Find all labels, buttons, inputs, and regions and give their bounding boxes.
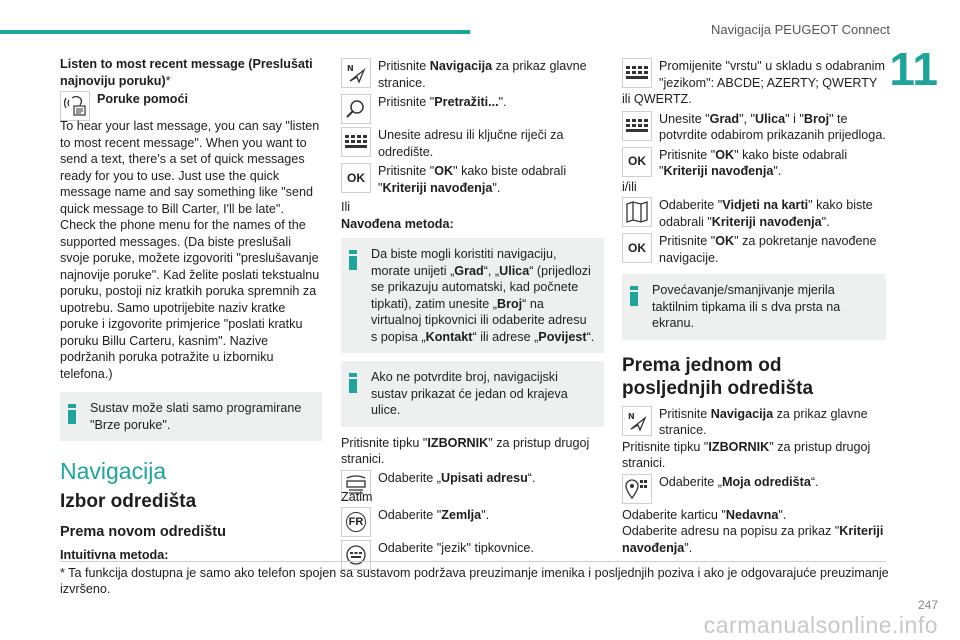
svg-text:N: N bbox=[347, 64, 354, 73]
step-row: Promijenite "vrstu" u skladu s odabranim "jezikom": ABCDE; AZERTY; QWERTY ili QWERTZ. bbox=[622, 59, 885, 106]
country-icon: FR bbox=[341, 507, 371, 537]
step-row: Odaberite „Moja odredišta“. bbox=[622, 474, 886, 504]
page-number: 247 bbox=[917, 598, 938, 612]
keyboard-icon bbox=[341, 127, 371, 157]
step-row: Odaberite "Vidjeti na karti" kako biste odabrali "Kriteriji navođenja". bbox=[622, 197, 886, 230]
info-note-text: Sustav može slati samo programirane "Brze poruke". bbox=[90, 401, 302, 432]
sub-title: Izbor odredišta bbox=[60, 490, 197, 512]
watermark: carmanualsonline.info bbox=[703, 612, 938, 638]
info-icon bbox=[630, 286, 652, 306]
recent-destinations-heading: Prema jednom od posljednjih odredišta bbox=[622, 354, 814, 399]
destinations-icon bbox=[622, 474, 652, 504]
menu-instruction: Pritisnite tipku "IZBORNIK" za pristup drugoj stranici. bbox=[622, 439, 871, 470]
step-row: Pritisnite "Pretražiti...". bbox=[341, 94, 604, 124]
info-icon bbox=[349, 373, 371, 393]
step-row: OK Pritisnite "OK" kako biste odabrali "Kriteriji navođenja". bbox=[341, 163, 604, 196]
sub-sub-title: Prema novom odredištu bbox=[60, 524, 226, 540]
step-row: OK Pritisnite "OK" za pokretanje navođene navigacije. bbox=[622, 233, 886, 266]
iili-label: i/ili bbox=[622, 179, 637, 194]
column-1 bbox=[60, 56, 322, 563]
search-icon bbox=[341, 94, 371, 124]
navigation-icon bbox=[622, 406, 652, 436]
step-row: Odaberite „Upisati adresu“. bbox=[341, 470, 604, 500]
menu-instruction: Pritisnite tipku "IZBORNIK" za pristup drugoj stranici. bbox=[341, 435, 590, 466]
keyboard-icon bbox=[622, 58, 652, 88]
footnote: * Ta funkcija dostupna je samo ako telefon spojen sa sustavom podržava preuzimanje imenika i posljednjih poziva i ako je odgovarajuće preuzimanje izvršeno. bbox=[60, 566, 889, 596]
select-address-instruction: Odaberite adresu na popisu za prikaz "Kriteriji navođenja". bbox=[622, 524, 884, 555]
map-icon bbox=[622, 197, 652, 227]
recent-tab-instruction: Odaberite karticu "Nedavna". bbox=[622, 507, 787, 522]
info-note: Ako ne potvrdite broj, navigacijski sustav prikazat će jedan od krajeva ulice. bbox=[341, 361, 604, 427]
info-icon bbox=[349, 250, 371, 270]
column-3 bbox=[622, 56, 886, 556]
keyboard-icon bbox=[622, 111, 652, 141]
ok-icon: OK bbox=[622, 147, 652, 177]
column-2 bbox=[341, 56, 604, 573]
step-row: Unesite "Grad", "Ulica" i "Broj" te potvrdite odabirom prikazanih prijedloga. bbox=[622, 111, 886, 144]
step-row: FR Odaberite "Zemlja". bbox=[341, 507, 604, 537]
step-row: N Pritisnite Navigacija za prikaz glavne stranice. bbox=[341, 58, 604, 91]
listen-body: To hear your last message, you can say "listen to most recent message". When you want to send a text, there's a set of quick messages ready for you to use. Just use the quick message name and say something like "send quick message to Bill Carter, I'll be late". Check the phone menu for the names of the supported messages. (Da biste preslušali svoje poruke, možete izgovoriti "preslušavanje najnovije poruke". Kad želite poslati tekstualnu poruku, postoji niz kratkih poruka spremnih za upotrebu. Samo upotrijebite naziv kratke poruke i izgovorite primjerice "poslati kratku poruku Billu Carteru, kasnim". Nazive podržanih poruka potražite u izborniku telefona.) bbox=[60, 119, 320, 381]
step-row: N Pritisnite Navigacija za prikaz glavne stranice. bbox=[622, 406, 886, 439]
navigation-icon bbox=[341, 58, 371, 88]
ili-label: Ili bbox=[341, 200, 351, 214]
listen-heading: Listen to most recent message (Preslušati najnoviju poruku)* bbox=[60, 57, 313, 88]
header-accent-bar bbox=[0, 30, 470, 34]
info-note bbox=[60, 392, 322, 441]
ok-icon: OK bbox=[341, 163, 371, 193]
zatim-label: Zatim bbox=[341, 489, 373, 504]
ok-icon: OK bbox=[622, 233, 652, 263]
quick-messages-row bbox=[60, 91, 322, 121]
guided-label: Navođena metoda: bbox=[341, 216, 454, 231]
chapter-number: 11 bbox=[889, 43, 938, 95]
quick-messages-label: Poruke pomoći bbox=[97, 92, 188, 106]
step-row: Odaberite "jezik" tipkovnice. bbox=[341, 540, 604, 570]
svg-text:N: N bbox=[628, 411, 635, 421]
intuitive-label: Intuitivna metoda: bbox=[60, 547, 169, 562]
info-icon bbox=[68, 404, 90, 424]
info-note: Povećavanje/smanjivanje mjerila taktilnim tipkama ili s dva prsta na ekranu. bbox=[622, 274, 886, 340]
step-row: Unesite adresu ili ključne riječi za odredište. bbox=[341, 127, 604, 160]
step-row: OK Pritisnite "OK" kako biste odabrali "Kriteriji navođenja". bbox=[622, 147, 886, 180]
header-title: Navigacija PEUGEOT Connect bbox=[711, 22, 890, 37]
info-note: Da biste mogli koristiti navigaciju, morate unijeti „Grad“, „Ulica“ (prijedlozi se prikazuju automatski, kad počnete tipkati), zatim unesite „Broj“ na virtualnoj tipkovnici ili odaberite adresu s popisa „Kontakt“ ili adrese „Povijest“. bbox=[341, 238, 604, 353]
footnote-divider bbox=[60, 561, 886, 562]
voice-message-icon bbox=[60, 91, 90, 121]
section-title: Navigacija bbox=[60, 458, 167, 484]
